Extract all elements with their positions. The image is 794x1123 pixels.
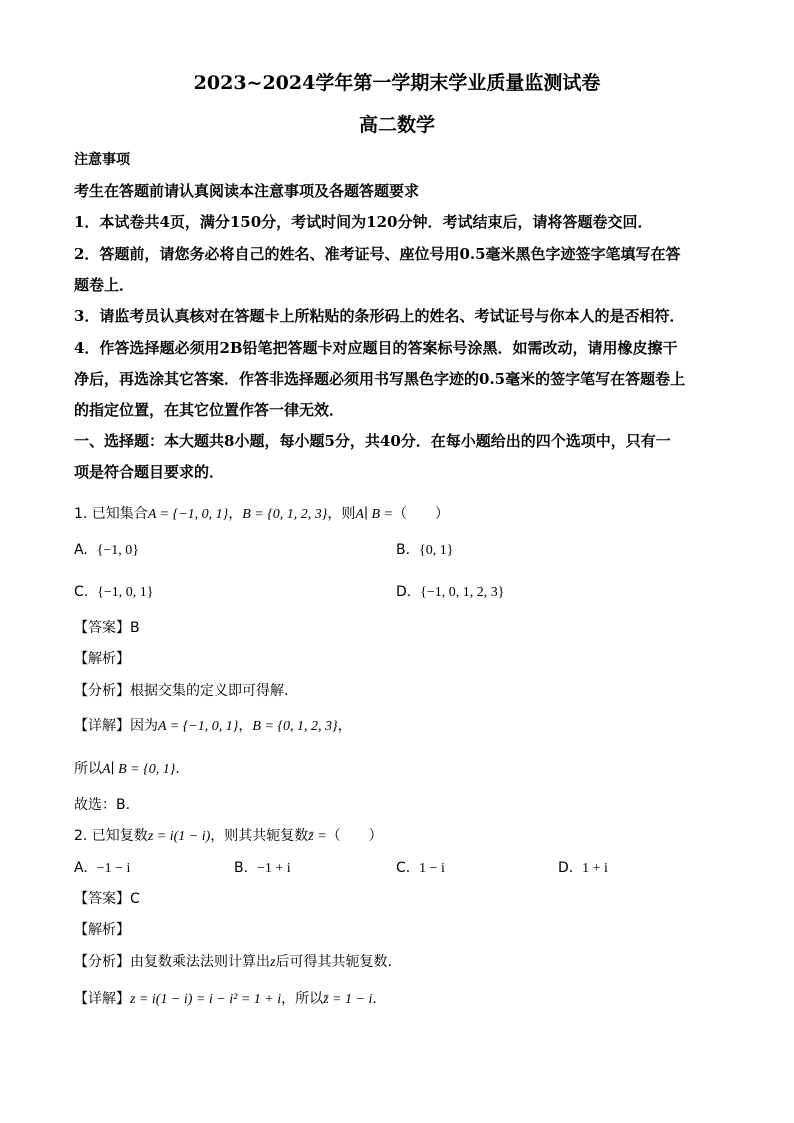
q2-fenxi-z: z	[270, 955, 276, 970]
q1-option-a-label: A.	[74, 542, 88, 558]
q1-choose: 故选：B.	[74, 797, 131, 813]
section-heading-line2: 项是符合题目要求的．	[74, 463, 225, 481]
q1-so-pre: 所以	[74, 761, 102, 777]
q1-sep: ，	[228, 506, 243, 522]
q1-option-c-value: {−1, 0, 1}	[97, 585, 154, 600]
q1-option-a-value: {−1, 0}	[96, 543, 140, 558]
q2-option-a-value: −1 − i	[96, 861, 131, 876]
q1-answer	[74, 617, 140, 639]
q2-prefix: 2. 已知复数	[74, 828, 148, 844]
notice-item-2-line1: 2．答题前，请您务必将自己的姓名、准考证号、座位号用0.5毫米黑色字迹签字笔填写在答	[74, 245, 681, 263]
notice-item-4-line2: 净后，再选涂其它答案．作答非选择题必须用书写黑色字迹的0.5毫米的签字笔写在答题卷上	[74, 370, 686, 388]
q1-fenxi-text: 根据交集的定义即可得解.	[130, 683, 289, 699]
q2-option-b-value: −1 + i	[256, 861, 291, 876]
q2-mid: ，则其共轭复数	[210, 828, 309, 844]
q1-detail-end: ，	[337, 718, 352, 734]
q2-fenxi-tag: 【分析】	[74, 954, 130, 970]
q2-fenxi	[74, 951, 392, 974]
q2-option-b	[234, 857, 291, 880]
q2-answer-tag: 【答案】	[74, 891, 130, 907]
q1-option-b	[396, 539, 453, 562]
q1-analysis-tag: 【解析】	[74, 651, 130, 667]
section-heading-line1: 一、选择题：本大题共8小题，每小题5分，共40分．在每小题给出的四个选项中，只有一	[74, 432, 671, 450]
q1-expression: A∣ B =	[355, 507, 394, 522]
q2-z: z = i(1 − i)	[147, 829, 211, 844]
q2-detail-end: .	[372, 991, 377, 1007]
q1-set-b: B = {0, 1, 2, 3}	[242, 507, 328, 522]
q2-option-d-label: D.	[558, 860, 574, 876]
q2-detail-conjugate: z̄ = 1 − i	[323, 992, 373, 1007]
q1-option-d-value: {−1, 0, 1, 2, 3}	[420, 585, 505, 600]
q2-paren: （ ）	[326, 828, 383, 844]
q1-paren: （ ）	[393, 506, 450, 522]
q1-ask: ，则	[327, 506, 356, 522]
notice-intro: 考生在答题前请认真阅读本注意事项及各题答题要求	[74, 182, 420, 200]
q2-detail	[74, 988, 377, 1011]
q2-option-d-value: 1 + i	[582, 861, 608, 876]
q1-option-a	[74, 539, 139, 562]
q2-option-c-value: 1 − i	[419, 861, 445, 876]
q1-so-end: .	[175, 761, 180, 777]
q1-option-b-label: B.	[396, 542, 411, 558]
q1-set-a: A = {−1, 0, 1}	[147, 507, 229, 522]
q1-detail-tag: 【详解】	[74, 718, 130, 734]
q2-fenxi-pre: 由复数乘法法则计算出	[130, 954, 270, 970]
q2-answer-value: C	[130, 891, 140, 907]
q1-answer-value: B	[130, 620, 140, 636]
q1-option-b-value: {0, 1}	[418, 543, 454, 558]
q1-conclusion	[74, 758, 180, 781]
q1-so-expression: A∣ B = {0, 1}	[102, 762, 176, 777]
q1-prefix: 1. 已知集合	[74, 506, 148, 522]
q2-fenxi-post: 后可得其共轭复数.	[275, 954, 392, 970]
q2-answer	[74, 888, 140, 910]
q2-analysis-tag: 【解析】	[74, 922, 130, 938]
q2-option-b-label: B.	[234, 860, 249, 876]
q2-option-c	[396, 857, 445, 880]
notice-heading: 注意事项	[74, 152, 130, 168]
q1-answer-tag: 【答案】	[74, 620, 130, 636]
question-2-stem	[74, 825, 383, 848]
q2-option-a-label: A.	[74, 860, 88, 876]
q1-detail-sep: ，	[238, 718, 253, 734]
q1-detail-set-b: B = {0, 1, 2, 3}	[252, 719, 338, 734]
q1-detail-set-a: A = {−1, 0, 1}	[158, 719, 239, 734]
page-title: 2023~2024学年第一学期末学业质量监测试卷	[193, 72, 601, 94]
q1-option-c-label: C.	[74, 584, 89, 600]
q1-option-d	[396, 581, 504, 604]
question-1-stem	[74, 503, 449, 526]
notice-item-3: 3．请监考员认真核对在答题卡上所粘贴的条形码上的姓名、考试证号与你本人的是否相符．	[74, 307, 685, 325]
q1-fenxi-tag: 【分析】	[74, 683, 130, 699]
notice-item-2-line2: 题卷上．	[74, 276, 135, 294]
q2-detail-tag: 【详解】	[74, 991, 130, 1007]
page-subtitle: 高二数学	[358, 114, 435, 136]
q1-detail	[74, 715, 352, 738]
notice-item-1: 1．本试卷共4页，满分150分，考试时间为120分钟．考试结束后，请将答题卷交回．	[74, 213, 653, 231]
q2-option-d	[558, 857, 608, 880]
notice-item-4-line3: 的指定位置，在其它位置作答一律无效．	[74, 401, 345, 419]
notice-item-4-line1: 4．作答选择题必须用2B铅笔把答题卡对应题目的答案标号涂黑．如需改动，请用橡皮擦干	[74, 339, 678, 357]
q1-option-c	[74, 581, 153, 604]
q2-detail-expression: z = i(1 − i) = i − i² = 1 + i	[130, 992, 282, 1007]
q2-detail-mid: ，所以	[281, 991, 324, 1007]
q2-option-a	[74, 857, 130, 880]
q1-detail-pre: 因为	[130, 718, 158, 734]
q1-option-d-label: D.	[396, 584, 412, 600]
q2-option-c-label: C.	[396, 860, 411, 876]
q2-zbar: z̄ =	[308, 829, 327, 844]
q1-fenxi	[74, 680, 288, 702]
